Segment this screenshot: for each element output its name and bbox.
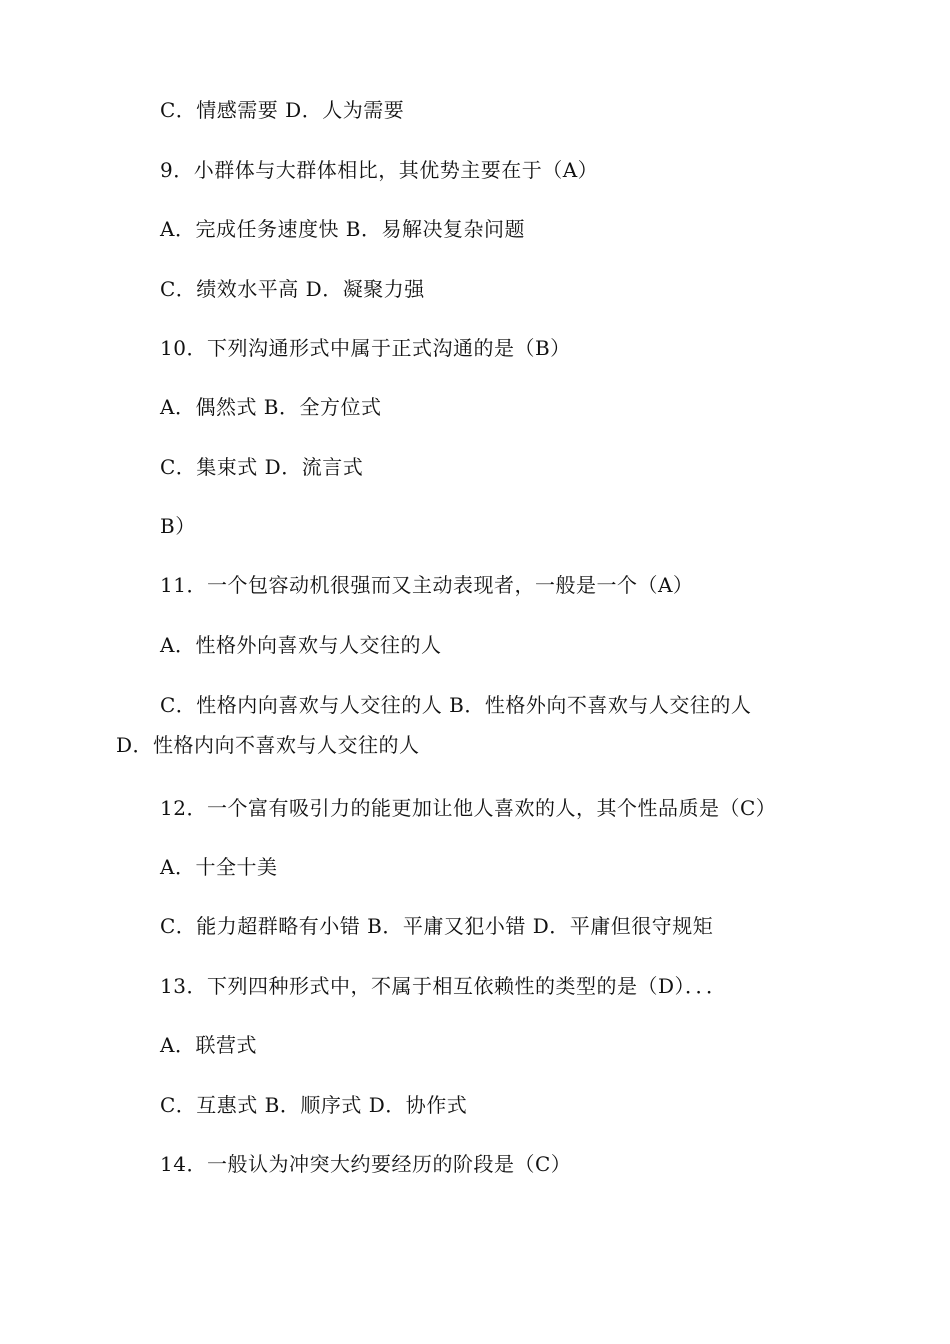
question-14: 14．一般认为冲突大约要经历的阶段是（C）	[160, 1152, 572, 1176]
question-11-options-line-1: C．性格内向喜欢与人交往的人 B．性格外向不喜欢与人交往的人	[160, 693, 752, 717]
question-11: 11．一个包容动机很强而又主动表现者，一般是一个（A）	[160, 573, 694, 597]
question-11-options-wrapped	[116, 685, 816, 765]
question-11-option-a: A．性格外向喜欢与人交往的人	[160, 633, 442, 657]
question-9-options-a-b: A．完成任务速度快 B．易解决复杂问题	[160, 217, 525, 241]
question-10: 10．下列沟通形式中属于正式沟通的是（B）	[160, 336, 571, 360]
question-13-options-c-b-d: C．互惠式 B．顺序式 D．协作式	[160, 1093, 468, 1117]
question-13: 13．下列四种形式中，不属于相互依赖性的类型的是（D）．．．	[160, 974, 727, 998]
question-10-options-c-d: C．集束式 D．流言式	[160, 455, 364, 479]
question-13-option-a: A．联营式	[160, 1033, 257, 1057]
stray-answer-fragment: B）	[160, 514, 196, 538]
question-12: 12．一个富有吸引力的能更加让他人喜欢的人，其个性品质是（C）	[160, 796, 777, 820]
question-9: 9．小群体与大群体相比，其优势主要在于（A）	[160, 158, 599, 182]
question-12-options-c-b-d: C．能力超群略有小错 B．平庸又犯小错 D．平庸但很守规矩	[160, 914, 714, 938]
question-10-options-a-b: A．偶然式 B．全方位式	[160, 395, 382, 419]
question-11-options-line-2: D．性格内向不喜欢与人交往的人	[116, 733, 420, 757]
text-line-options-c-d: C．情感需要 D．人为需要	[160, 98, 405, 122]
question-12-option-a: A．十全十美	[160, 855, 278, 879]
question-9-options-c-d: C．绩效水平高 D．凝聚力强	[160, 277, 425, 301]
